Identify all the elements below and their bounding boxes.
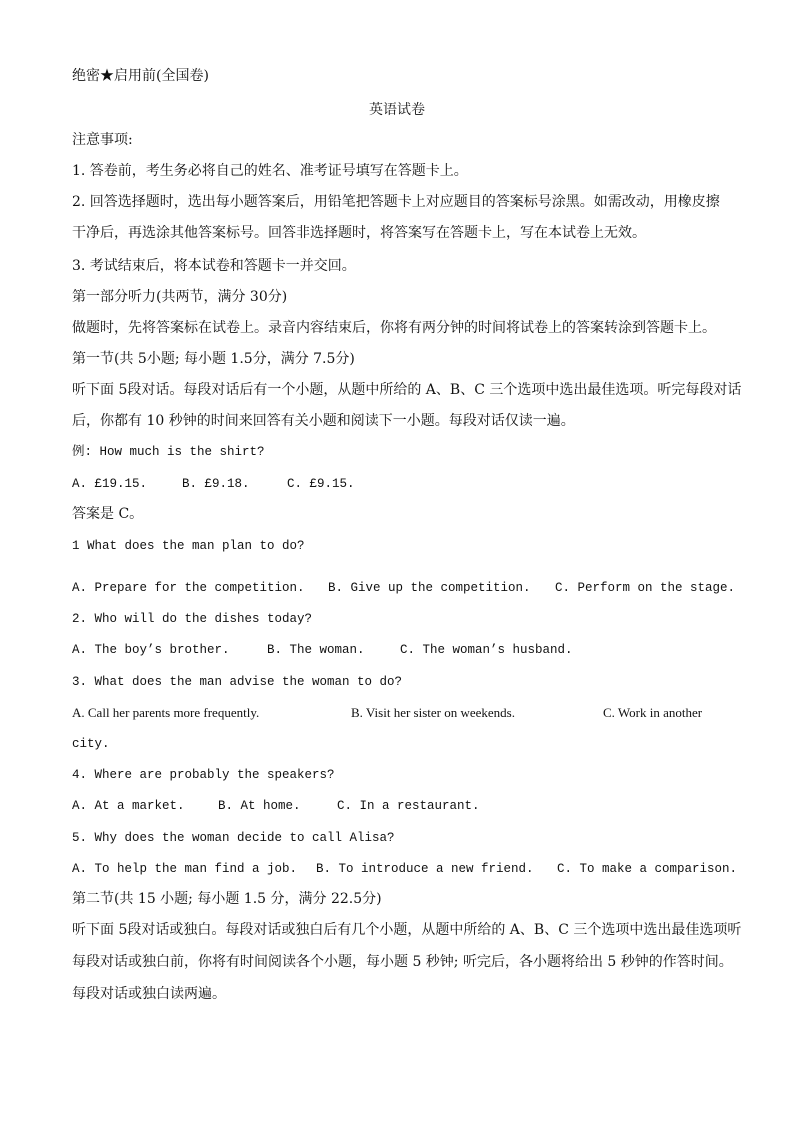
question-1: 1 What does the man plan to do? bbox=[72, 539, 305, 553]
section1-instruction-line-2: 后，你都有 10 秒钟的时间来回答有关小题和阅读下一小题。每段对话仅读一遍。 bbox=[72, 413, 575, 429]
secret-label: 绝密★启用前(全国卷) bbox=[72, 68, 209, 84]
question-2-options bbox=[72, 641, 573, 659]
notice-item-2-line-2: 干净后，再选涂其他答案标号。回答非选择题时，将答案写在答题卡上，写在本试卷上无效。 bbox=[72, 225, 646, 241]
section2-heading: 第二节(共 15 小题; 每小题 1.5 分，满分 22.5分) bbox=[72, 891, 382, 907]
section2-instruction-line-3: 每段对话或独白读两遍。 bbox=[72, 986, 226, 1002]
question-4-option-c: C. In a restaurant. bbox=[337, 799, 480, 813]
example-option-b: B. £9.18. bbox=[182, 477, 250, 491]
question-1-option-b: B. Give up the competition. bbox=[328, 581, 531, 595]
question-1-options bbox=[72, 579, 735, 597]
question-4-option-b: B. At home. bbox=[218, 799, 301, 813]
example-options bbox=[72, 475, 355, 493]
question-1-option-a: A. Prepare for the competition. bbox=[72, 581, 305, 595]
question-2-option-a: A. The boy’s brother. bbox=[72, 643, 230, 657]
example-option-a: A. £19.15. bbox=[72, 477, 148, 491]
question-3-option-a: A. Call her parents more frequently. bbox=[72, 705, 260, 720]
question-3-options bbox=[72, 704, 702, 722]
example-option-c: C. £9.15. bbox=[287, 477, 355, 491]
question-1-option-c: C. Perform on the stage. bbox=[555, 581, 736, 595]
question-4-options bbox=[72, 797, 480, 815]
notice-item-2-line-1: 2. 回答选择题时，选出每小题答案后，用铅笔把答题卡上对应题目的答案标号涂黑。如需改动，用橡皮擦 bbox=[72, 194, 720, 210]
question-2-option-b: B. The woman. bbox=[267, 643, 365, 657]
question-4: 4. Where are probably the speakers? bbox=[72, 768, 335, 782]
question-2-option-c: C. The woman’s husband. bbox=[400, 643, 573, 657]
part1-instruction: 做题时，先将答案标在试卷上。录音内容结束后，你将有两分钟的时间将试卷上的答案转涂到答题卡上。 bbox=[72, 320, 716, 336]
section1-instruction-line-1: 听下面 5段对话。每段对话后有一个小题，从题中所给的 A、B、C 三个选项中选出最佳选项。听完每段对话 bbox=[72, 382, 742, 398]
question-5-option-c: C. To make a comparison. bbox=[557, 862, 738, 876]
exam-title: 英语试卷 bbox=[369, 102, 425, 118]
question-5-option-a: A. To help the man find a job. bbox=[72, 862, 298, 876]
part1-heading: 第一部分听力(共两节，满分 30分) bbox=[72, 289, 288, 305]
question-5-options bbox=[72, 860, 737, 878]
section2-instruction-line-1: 听下面 5段对话或独白。每段对话或独白后有几个小题，从题中所给的 A、B、C 三个选项中选出最佳选项听 bbox=[72, 922, 742, 938]
example-answer: 答案是 C。 bbox=[72, 506, 144, 522]
section2-instruction-line-2: 每段对话或独白前，你将有时间阅读各个小题，每小题 5 秒钟; 听完后，各小题将给出 5 秒钟的作答时间。 bbox=[72, 954, 733, 970]
question-5: 5. Why does the woman decide to call Alisa? bbox=[72, 831, 395, 845]
question-3: 3. What does the man advise the woman to do? bbox=[72, 675, 403, 689]
example-question: 例: How much is the shirt? bbox=[72, 445, 265, 459]
notice-item-3: 3. 考试结束后，将本试卷和答题卡一并交回。 bbox=[72, 258, 356, 274]
question-3-option-b: B. Visit her sister on weekends. bbox=[351, 705, 515, 720]
section1-heading: 第一节(共 5小题; 每小题 1.5分，满分 7.5分) bbox=[72, 351, 355, 367]
notice-heading: 注意事项: bbox=[72, 132, 133, 148]
question-4-option-a: A. At a market. bbox=[72, 799, 185, 813]
question-3-option-c: C. Work in another bbox=[603, 705, 703, 720]
notice-item-1: 1. 答卷前，考生务必将自己的姓名、准考证号填写在答题卡上。 bbox=[72, 163, 468, 179]
question-3-option-c-continuation: city. bbox=[72, 737, 110, 751]
question-2: 2. Who will do the dishes today? bbox=[72, 612, 313, 626]
question-5-option-b: B. To introduce a new friend. bbox=[316, 862, 534, 876]
